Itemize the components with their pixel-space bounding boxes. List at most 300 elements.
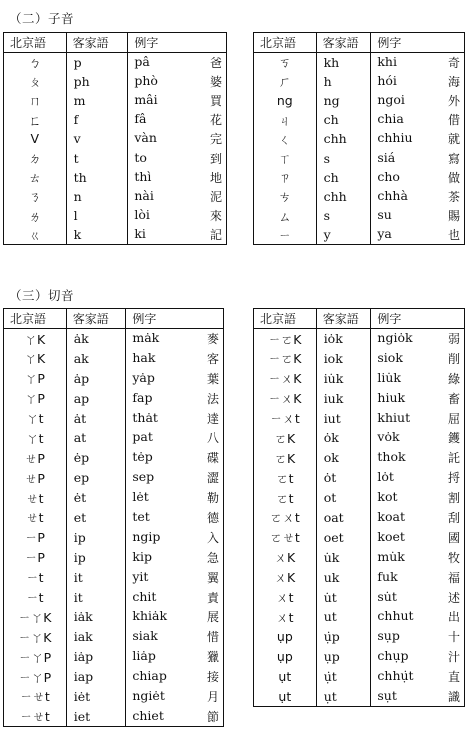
table-row: [254, 508, 465, 528]
table-row: [254, 329, 465, 349]
bopomofo-cell: ㄨt: [276, 609, 294, 625]
table-row: [4, 168, 227, 187]
bopomofo-cell: ㄝt: [26, 510, 44, 526]
bopomofo-cell: ㄧㄚP: [18, 649, 52, 665]
example-cell: [371, 687, 465, 707]
example-romanization: lėt: [132, 489, 149, 505]
bopomofo-cell: ㄛㄨt: [269, 510, 300, 526]
example-character: 識: [447, 689, 460, 704]
example-character: 外: [447, 93, 460, 108]
bopomofo-cell: ㄐ: [278, 112, 292, 128]
example-cell: [371, 587, 465, 607]
example-romanization: ngiėt: [132, 687, 165, 703]
example-cell: [371, 348, 465, 368]
example-cell: [371, 72, 465, 91]
example-character: 弱: [447, 332, 460, 347]
table-row: [254, 408, 465, 428]
example-romanization: thì: [134, 168, 152, 184]
table-row: [254, 110, 465, 129]
bopomofo-cell: ㄛK: [274, 450, 296, 466]
example-character: 責: [206, 590, 219, 605]
hakka-cell: it: [66, 587, 126, 607]
table-row: [254, 647, 465, 667]
example-romanization: tet: [132, 508, 150, 524]
bopomofo-cell: ㄨK: [274, 550, 296, 566]
bopomofo-cell: ㄈ: [28, 112, 42, 128]
table-row: [254, 667, 465, 687]
hakka-cell: f: [66, 110, 128, 129]
example-cell: [371, 168, 465, 187]
example-romanization: hiuk: [377, 389, 406, 405]
example-romanization: to: [134, 149, 147, 165]
bopomofo-cell: ㄚK: [24, 351, 46, 367]
example-character: 爸: [209, 55, 222, 70]
example-cell: [371, 647, 465, 667]
table-row: [4, 488, 224, 508]
hakka-cell: s: [316, 206, 371, 225]
bopomofo-cell: ㄅ: [28, 55, 42, 71]
beijing-header: 北京語: [254, 33, 317, 53]
hakka-cell: ȧp: [66, 368, 126, 388]
example-cell: [126, 607, 224, 627]
example-romanization: fuk: [377, 568, 398, 584]
hakka-cell: ėt: [66, 488, 126, 508]
example-cell: [371, 53, 465, 72]
bopomofo-cell: ㄒ: [278, 151, 292, 167]
bopomofo-cell: ㄚt: [26, 411, 44, 426]
hakka-cell: ep: [66, 468, 126, 488]
example-romanization: mâi: [134, 91, 158, 107]
bopomofo-cell: ㄝP: [24, 470, 45, 486]
example-romanization: liu̇k: [377, 369, 402, 385]
example-romanization: chiap: [132, 668, 167, 684]
example-character: 出: [447, 610, 460, 625]
bopomofo-cell: ㄗ: [278, 170, 292, 186]
hakka-cell: u̇k: [316, 547, 371, 567]
bopomofo-cell: ㄨt: [276, 590, 294, 606]
table-row: [254, 368, 465, 388]
hakka-header: 客家語: [316, 33, 371, 53]
example-romanization: chiet: [132, 707, 164, 723]
table-row: [254, 687, 465, 707]
example-cell: [126, 627, 224, 647]
hakka-cell: kh: [316, 53, 371, 72]
example-cell: [371, 527, 465, 547]
beijing-header: 北京語: [4, 33, 67, 53]
hakka-cell: ip: [66, 547, 126, 567]
hakka-cell: ụp: [316, 647, 371, 667]
example-character: 捋: [447, 471, 460, 486]
table-row: [4, 129, 227, 148]
example-romanization: fâ: [134, 111, 147, 127]
example-character: 澀: [206, 471, 219, 486]
table-row: [4, 388, 224, 408]
table-row: [4, 206, 227, 225]
table-row: [254, 168, 465, 187]
example-cell: [126, 547, 224, 567]
hakka-cell: n: [66, 187, 128, 206]
example-romanization: chụp: [377, 648, 409, 664]
table-row: [254, 129, 465, 148]
hakka-cell: ip: [66, 527, 126, 547]
example-character: 獵: [206, 650, 219, 665]
example-romanization: lȯt: [377, 469, 394, 485]
hakka-cell: ȧt: [66, 408, 126, 428]
table-row: [4, 448, 224, 468]
table-row: [4, 567, 224, 587]
bopomofo-cell: ㄨK: [274, 570, 296, 586]
example-romanization: fap: [132, 389, 153, 405]
example-cell: [126, 448, 224, 468]
hakka-cell: ph: [66, 72, 128, 91]
table-row: [4, 72, 227, 91]
example-character: 展: [206, 610, 219, 625]
example-character: 來: [209, 209, 222, 224]
example-romanization: sep: [132, 469, 155, 485]
hakka-cell: p: [66, 53, 128, 72]
example-cell: [126, 468, 224, 488]
example-header: 例字: [126, 309, 224, 329]
hakka-header: 客家語: [66, 33, 128, 53]
hakka-cell: ot: [316, 488, 371, 508]
example-character: 述: [447, 590, 460, 605]
example-cell: [371, 187, 465, 206]
example-cell: [371, 607, 465, 627]
example-cell: [126, 329, 224, 349]
example-header: 例字: [128, 33, 227, 53]
example-cell: [371, 388, 465, 408]
table-row: [254, 148, 465, 167]
table-row: [254, 567, 465, 587]
example-character: 國: [447, 530, 460, 545]
table-header-row: [4, 33, 227, 53]
bopomofo-cell: ㄚP: [24, 371, 45, 387]
bopomofo-cell: ㄛㄝt: [269, 530, 300, 546]
example-character: 月: [206, 689, 219, 704]
hakka-cell: iok: [316, 348, 371, 368]
example-romanization: khiȧk: [132, 608, 168, 624]
example-romanization: sụp: [377, 628, 400, 644]
bopomofo-cell: ㄊ: [28, 170, 42, 186]
bopomofo-cell: ㄧt: [26, 590, 44, 606]
example-romanization: mu̇k: [377, 548, 405, 564]
table-row: [4, 627, 224, 647]
table-row: [4, 527, 224, 547]
table-row: [4, 468, 224, 488]
table-row: [254, 527, 465, 547]
example-character: 花: [209, 113, 222, 128]
bopomofo-cell: ㄧㄛK: [268, 331, 302, 347]
example-character: 碟: [206, 451, 219, 466]
hakka-cell: ok: [316, 448, 371, 468]
example-cell: [371, 129, 465, 148]
table-row: [4, 110, 227, 129]
example-cell: [128, 168, 227, 187]
example-cell: [371, 508, 465, 528]
table-row: [254, 53, 465, 72]
example-romanization: koet: [377, 528, 405, 544]
hakka-cell: ȯt: [316, 468, 371, 488]
example-cell: [371, 225, 465, 244]
table-row: [4, 547, 224, 567]
example-romanization: pâ: [134, 53, 150, 69]
bopomofo-cell: ㄧㄚP: [18, 669, 52, 685]
example-cell: [126, 706, 224, 726]
example-character: 屈: [447, 411, 460, 426]
table-row: [254, 607, 465, 627]
example-character: 買: [209, 93, 222, 108]
example-character: 也: [447, 228, 460, 243]
bopomofo-cell: V: [30, 131, 40, 147]
example-romanization: khiut: [377, 409, 411, 425]
example-cell: [126, 667, 224, 687]
hakka-cell: ȧk: [66, 329, 126, 349]
example-character: 惜: [206, 630, 219, 645]
example-romanization: vȯk: [377, 429, 400, 445]
bopomofo-cell: ng: [276, 92, 293, 108]
hakka-cell: s: [316, 148, 371, 167]
table-row: [254, 206, 465, 225]
example-cell: [126, 647, 224, 667]
example-cell: [126, 587, 224, 607]
table-row: [4, 706, 224, 726]
example-romanization: thok: [377, 449, 406, 465]
example-romanization: mȧk: [132, 330, 160, 346]
example-character: 泥: [209, 189, 222, 204]
hakka-cell: th: [66, 168, 128, 187]
example-romanization: ki: [134, 226, 146, 242]
table-row: [4, 408, 224, 428]
example-character: 牧: [447, 550, 460, 565]
example-character: 婆: [209, 74, 222, 89]
bopomofo-cell: ㄧㄛK: [268, 351, 302, 367]
example-character: 畜: [447, 391, 460, 406]
example-character: 託: [447, 451, 460, 466]
example-romanization: yit: [132, 568, 149, 584]
bopomofo-cell: ụt: [278, 688, 292, 704]
example-cell: [126, 567, 224, 587]
hakka-cell: iap: [66, 667, 126, 687]
table-row: [4, 148, 227, 167]
example-cell: [371, 428, 465, 448]
table-row: [254, 348, 465, 368]
example-character: 法: [206, 391, 219, 406]
example-character: 急: [206, 550, 219, 565]
example-romanization: siak: [132, 628, 158, 644]
hakka-cell: ėp: [66, 448, 126, 468]
example-cell: [126, 527, 224, 547]
example-character: 綠: [447, 371, 460, 386]
example-cell: [128, 72, 227, 91]
example-character: 完: [209, 132, 222, 147]
hakka-cell: m: [66, 91, 128, 110]
hakka-cell: iėt: [66, 687, 126, 707]
table-row: [254, 488, 465, 508]
example-romanization: chhà: [377, 187, 408, 203]
bopomofo-cell: ụp: [276, 629, 293, 645]
example-character: 鑊: [447, 431, 460, 446]
bopomofo-cell: ㄧㄨK: [268, 391, 302, 407]
example-character: 就: [447, 132, 460, 147]
example-cell: [371, 468, 465, 488]
example-romanization: tėp: [132, 449, 153, 465]
example-cell: [128, 148, 227, 167]
table-header-row: [254, 309, 465, 329]
example-cell: [371, 206, 465, 225]
example-romanization: yȧp: [132, 369, 155, 385]
hakka-cell: ụt: [316, 687, 371, 707]
example-cell: [128, 129, 227, 148]
hakka-header: 客家語: [316, 309, 371, 329]
example-character: 寫: [447, 151, 460, 166]
example-character: 福: [447, 570, 460, 585]
hakka-cell: uk: [316, 567, 371, 587]
example-romanization: lòi: [134, 207, 150, 223]
example-cell: [371, 627, 465, 647]
hakka-cell: ak: [66, 348, 126, 368]
example-character: 八: [206, 431, 219, 446]
table-row: [4, 53, 227, 72]
example-character: 客: [206, 351, 219, 366]
example-romanization: chia: [377, 111, 404, 127]
example-romanization: su̇t: [377, 588, 397, 604]
table-row: [4, 187, 227, 206]
hakka-cell: iu̇k: [316, 368, 371, 388]
hakka-cell: h: [316, 72, 371, 91]
bopomofo-cell: ㄙ: [278, 208, 292, 224]
hakka-cell: iȧk: [66, 607, 126, 627]
hakka-cell: ch: [316, 168, 371, 187]
table-row: [4, 607, 224, 627]
example-cell: [128, 225, 227, 244]
beijing-header: 北京語: [254, 309, 317, 329]
bopomofo-cell: ㄚK: [24, 331, 46, 347]
finals-table-right: [253, 308, 465, 707]
example-romanization: hói: [377, 72, 397, 88]
example-romanization: phò: [134, 72, 158, 88]
hakka-cell: oet: [316, 527, 371, 547]
example-header: 例字: [371, 33, 465, 53]
example-romanization: liȧp: [132, 648, 156, 664]
table-row: [254, 428, 465, 448]
table-header-row: [254, 33, 465, 53]
table-row: [4, 687, 224, 707]
hakka-cell: u̇t: [316, 587, 371, 607]
hakka-cell: iet: [66, 706, 126, 726]
example-cell: [126, 348, 224, 368]
example-cell: [371, 368, 465, 388]
example-character: 到: [209, 151, 222, 166]
example-cell: [128, 53, 227, 72]
hakka-cell: iȯk: [316, 329, 371, 349]
hakka-cell: y: [316, 225, 371, 244]
example-character: 賜: [447, 209, 460, 224]
bopomofo-cell: ㄧP: [24, 550, 45, 566]
hakka-header: 客家語: [66, 309, 126, 329]
example-romanization: thȧt: [132, 409, 158, 425]
example-romanization: kot: [377, 489, 398, 505]
example-character: 茶: [447, 189, 460, 204]
bopomofo-cell: ㄇ: [28, 93, 42, 109]
hakka-cell: ut: [316, 607, 371, 627]
example-cell: [128, 110, 227, 129]
example-romanization: cho: [377, 168, 400, 184]
example-cell: [126, 488, 224, 508]
hakka-cell: iuk: [316, 388, 371, 408]
example-romanization: ngiȯk: [377, 330, 413, 346]
table-row: [4, 508, 224, 528]
bopomofo-cell: ㄧㄨt: [269, 411, 300, 426]
bopomofo-cell: ㄑ: [278, 131, 292, 147]
bopomofo-cell: ㄝP: [24, 450, 45, 466]
example-romanization: nài: [134, 187, 154, 203]
example-character: 借: [447, 113, 460, 128]
table-row: [4, 91, 227, 110]
hakka-cell: ụ̇t: [316, 667, 371, 687]
example-cell: [371, 547, 465, 567]
bopomofo-cell: ㄝt: [26, 490, 44, 506]
example-character: 割: [447, 491, 460, 506]
table-row: [4, 329, 224, 349]
hakka-cell: chh: [316, 187, 371, 206]
hakka-cell: at: [66, 428, 126, 448]
hakka-cell: v: [66, 129, 128, 148]
example-character: 做: [447, 170, 460, 185]
example-cell: [128, 91, 227, 110]
bopomofo-cell: ㄘ: [278, 189, 292, 205]
hakka-cell: ap: [66, 388, 126, 408]
example-character: 葉: [206, 371, 219, 386]
example-character: 直: [447, 670, 460, 685]
initials-section-title: （二）子音: [9, 11, 75, 26]
example-cell: [126, 368, 224, 388]
bopomofo-cell: ㄧㄚK: [18, 609, 52, 625]
example-cell: [128, 187, 227, 206]
table-row: [254, 388, 465, 408]
bopomofo-cell: ㄧㄨK: [268, 371, 302, 387]
example-character: 翼: [206, 570, 219, 585]
table-header-row: [4, 309, 224, 329]
example-character: 削: [447, 351, 460, 366]
bopomofo-cell: ụp: [276, 649, 293, 665]
initials-table-right: [253, 32, 465, 245]
table-row: [254, 468, 465, 488]
example-cell: [371, 488, 465, 508]
bopomofo-cell: ㄉ: [28, 151, 42, 167]
example-header: 例字: [371, 309, 465, 329]
example-cell: [371, 408, 465, 428]
beijing-header: 北京語: [4, 309, 67, 329]
bopomofo-cell: ㄛK: [274, 430, 296, 446]
hakka-cell: oat: [316, 508, 371, 528]
hakka-cell: it: [66, 567, 126, 587]
example-cell: [371, 91, 465, 110]
initials-table-left: [3, 32, 227, 245]
example-romanization: chhiu: [377, 130, 413, 146]
table-row: [4, 667, 224, 687]
hakka-cell: ng: [316, 91, 371, 110]
table-row: [254, 72, 465, 91]
table-row: [254, 187, 465, 206]
hakka-cell: ụ̇p: [316, 627, 371, 647]
example-cell: [371, 667, 465, 687]
example-character: 勒: [206, 491, 219, 506]
example-romanization: siá: [377, 149, 396, 165]
example-romanization: khi: [377, 53, 397, 69]
example-romanization: chit: [132, 588, 157, 604]
example-romanization: ngip: [132, 528, 161, 544]
example-cell: [126, 687, 224, 707]
